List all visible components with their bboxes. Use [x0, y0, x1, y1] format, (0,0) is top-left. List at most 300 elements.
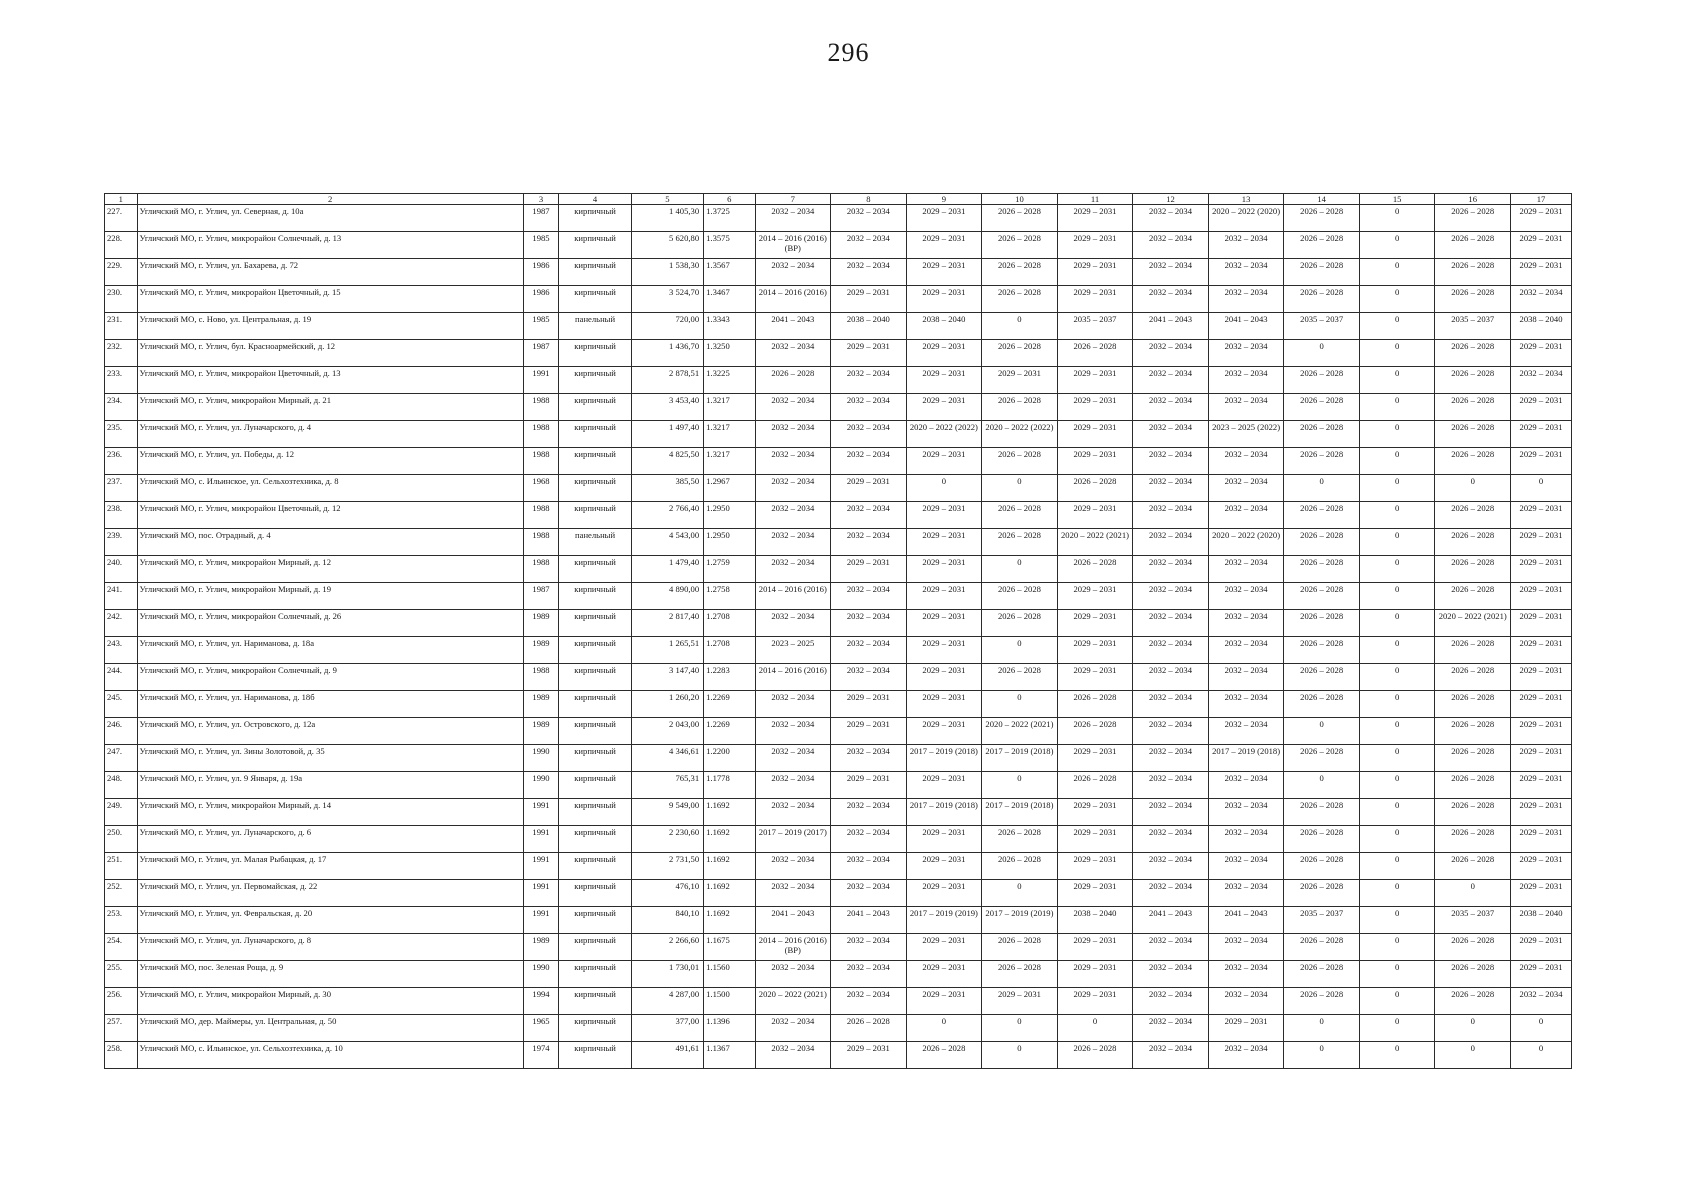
table-cell: кирпичный — [559, 475, 631, 502]
table-cell: 2026 – 2028 — [982, 232, 1058, 259]
table-cell: 2029 – 2031 — [906, 556, 982, 583]
table-cell: Угличский МО, с. Ильинское, ул. Сельхозтехника, д. 8 — [137, 475, 523, 502]
table-row — [105, 907, 1572, 934]
table-cell: 2038 – 2040 — [906, 313, 982, 340]
table-cell: 1 260,20 — [631, 691, 703, 718]
table-cell: 0 — [1359, 502, 1435, 529]
table-cell: 0 — [1359, 718, 1435, 745]
table-cell: 2032 – 2034 — [1208, 394, 1284, 421]
table-row — [105, 988, 1572, 1015]
table-cell: 2020 – 2022 (2022) — [906, 421, 982, 448]
table-cell: 2026 – 2028 — [982, 610, 1058, 637]
table-cell: 2032 – 2034 — [1133, 259, 1209, 286]
table-cell: 2029 – 2031 — [831, 556, 907, 583]
table-cell: кирпичный — [559, 691, 631, 718]
table-cell: 1.1692 — [704, 853, 755, 880]
table-cell: 2026 – 2028 — [1057, 772, 1133, 799]
table-cell: 2032 – 2034 — [1208, 988, 1284, 1015]
table-cell: 2 766,40 — [631, 502, 703, 529]
table-cell: Угличский МО, с. Ильинское, ул. Сельхозтехника, д. 10 — [137, 1042, 523, 1069]
table-cell: 236. — [105, 448, 138, 475]
table-cell: 0 — [1435, 1042, 1511, 1069]
table-row — [105, 421, 1572, 448]
table-cell: 0 — [1359, 475, 1435, 502]
table-cell: 2014 – 2016 (2016) — [755, 286, 831, 313]
table-cell: 2032 – 2034 — [1133, 475, 1209, 502]
table-cell: 2032 – 2034 — [755, 421, 831, 448]
table-cell: 2032 – 2034 — [755, 799, 831, 826]
table-cell: 2032 – 2034 — [831, 259, 907, 286]
table-cell: 2026 – 2028 — [1057, 1042, 1133, 1069]
table-cell: 250. — [105, 826, 138, 853]
table-cell: 1988 — [523, 664, 559, 691]
table-cell: 2029 – 2031 — [1208, 1015, 1284, 1042]
table-cell: 2026 – 2028 — [1284, 448, 1360, 475]
table-cell: 2026 – 2028 — [982, 853, 1058, 880]
table-cell: 2026 – 2028 — [982, 259, 1058, 286]
table-cell: 2032 – 2034 — [1208, 691, 1284, 718]
table-cell: 2032 – 2034 — [831, 583, 907, 610]
table-row — [105, 799, 1572, 826]
table-cell: 2026 – 2028 — [1435, 853, 1511, 880]
table-cell: 0 — [1435, 880, 1511, 907]
table-cell: 1.2708 — [704, 610, 755, 637]
table-cell: 1 265,51 — [631, 637, 703, 664]
table-row — [105, 259, 1572, 286]
table-cell: 2029 – 2031 — [1511, 529, 1572, 556]
table-cell: 2029 – 2031 — [1511, 448, 1572, 475]
table-cell: 2 878,51 — [631, 367, 703, 394]
table-cell: 2026 – 2028 — [1435, 205, 1511, 232]
table-cell: 1.3343 — [704, 313, 755, 340]
table-cell: 2032 – 2034 — [755, 610, 831, 637]
table-cell: 2032 – 2034 — [755, 502, 831, 529]
table-cell: 2020 – 2022 (2021) — [982, 718, 1058, 745]
table-cell: 2017 – 2019 (2018) — [982, 799, 1058, 826]
table-cell: 2026 – 2028 — [982, 826, 1058, 853]
table-cell: 377,00 — [631, 1015, 703, 1042]
table-cell: 2020 – 2022 (2021) — [755, 988, 831, 1015]
table-cell: 2032 – 2034 — [1208, 637, 1284, 664]
table-cell: 2026 – 2028 — [1435, 367, 1511, 394]
table-cell: 1.2283 — [704, 664, 755, 691]
table-cell: 2032 – 2034 — [831, 610, 907, 637]
table-cell: 2029 – 2031 — [906, 286, 982, 313]
table-cell: Угличский МО, г. Углич, микрорайон Цветочный, д. 13 — [137, 367, 523, 394]
table-cell: 2029 – 2031 — [1057, 664, 1133, 691]
table-cell: 1986 — [523, 259, 559, 286]
table-cell: 1991 — [523, 907, 559, 934]
table-cell: 1991 — [523, 826, 559, 853]
table-cell: 2032 – 2034 — [1208, 583, 1284, 610]
table-cell: 1.2950 — [704, 529, 755, 556]
column-header: 7 — [755, 194, 831, 205]
table-cell: 2 266,60 — [631, 934, 703, 961]
table-cell: 0 — [982, 880, 1058, 907]
table-cell: 258. — [105, 1042, 138, 1069]
table-cell: 0 — [1359, 259, 1435, 286]
table-cell: 2026 – 2028 — [1435, 826, 1511, 853]
table-cell: 1989 — [523, 610, 559, 637]
table-cell: 2020 – 2022 (2020) — [1208, 205, 1284, 232]
table-cell: Угличский МО, г. Углич, микрорайон Мирный, д. 14 — [137, 799, 523, 826]
table-cell: 2029 – 2031 — [906, 853, 982, 880]
table-cell: 2017 – 2019 (2019) — [906, 907, 982, 934]
table-cell: 2029 – 2031 — [906, 583, 982, 610]
table-cell: 2029 – 2031 — [1511, 583, 1572, 610]
table-cell: 2032 – 2034 — [1133, 556, 1209, 583]
table-cell: 2032 – 2034 — [831, 745, 907, 772]
table-cell: 1.1692 — [704, 907, 755, 934]
table-cell: Угличский МО, г. Углич, ул. Зины Золотовой, д. 35 — [137, 745, 523, 772]
table-cell: 2029 – 2031 — [1511, 421, 1572, 448]
table-cell: 840,10 — [631, 907, 703, 934]
table-cell: 2032 – 2034 — [755, 529, 831, 556]
table-cell: 0 — [1359, 799, 1435, 826]
table-cell: 2035 – 2037 — [1435, 313, 1511, 340]
table-cell: 2029 – 2031 — [1511, 934, 1572, 961]
table-cell: 2038 – 2040 — [1511, 907, 1572, 934]
table-cell: 2026 – 2028 — [1284, 232, 1360, 259]
table-cell: 2032 – 2034 — [1208, 340, 1284, 367]
table-cell: панельный — [559, 529, 631, 556]
table-cell: Угличский МО, г. Углич, ул. Луначарского, д. 4 — [137, 421, 523, 448]
table-cell: 2026 – 2028 — [1435, 961, 1511, 988]
table-cell: 2032 – 2034 — [1133, 799, 1209, 826]
table-cell: Угличский МО, г. Углич, ул. Луначарского, д. 8 — [137, 934, 523, 961]
table-cell: 1985 — [523, 232, 559, 259]
table-row — [105, 610, 1572, 637]
table-cell: 2026 – 2028 — [1435, 448, 1511, 475]
column-header: 1 — [105, 194, 138, 205]
table-cell: 0 — [906, 475, 982, 502]
table-row — [105, 934, 1572, 961]
table-cell: 9 549,00 — [631, 799, 703, 826]
table-cell: 2032 – 2034 — [755, 880, 831, 907]
table-cell: 2026 – 2028 — [1284, 286, 1360, 313]
column-header: 13 — [1208, 194, 1284, 205]
table-cell: 2026 – 2028 — [982, 394, 1058, 421]
column-header: 6 — [704, 194, 755, 205]
table-cell: 2038 – 2040 — [1057, 907, 1133, 934]
table-row — [105, 529, 1572, 556]
table-cell: 2026 – 2028 — [1284, 799, 1360, 826]
table-cell: 2026 – 2028 — [1435, 637, 1511, 664]
table-row — [105, 745, 1572, 772]
table-cell: 243. — [105, 637, 138, 664]
table-cell: 0 — [1359, 340, 1435, 367]
table-cell: 2 817,40 — [631, 610, 703, 637]
table-cell: 2032 – 2034 — [1133, 745, 1209, 772]
table-cell: 2032 – 2034 — [1133, 205, 1209, 232]
table-cell: 0 — [1359, 880, 1435, 907]
table-cell: 235. — [105, 421, 138, 448]
table-cell: 0 — [1359, 988, 1435, 1015]
table-cell: 2014 – 2016 (2016) (ВР) — [755, 934, 831, 961]
table-row — [105, 448, 1572, 475]
table-cell: 2026 – 2028 — [1284, 205, 1360, 232]
table-cell: 1.3217 — [704, 394, 755, 421]
table-cell: 2026 – 2028 — [1284, 853, 1360, 880]
table-cell: 2029 – 2031 — [906, 205, 982, 232]
table-cell: 2026 – 2028 — [1284, 610, 1360, 637]
table-body — [105, 205, 1572, 1069]
table-cell: 251. — [105, 853, 138, 880]
table-cell: 0 — [1284, 772, 1360, 799]
table-cell: 2029 – 2031 — [906, 664, 982, 691]
table-cell: кирпичный — [559, 205, 631, 232]
table-cell: 2029 – 2031 — [1057, 637, 1133, 664]
table-row — [105, 880, 1572, 907]
table-cell: 2032 – 2034 — [831, 367, 907, 394]
table-cell: 2029 – 2031 — [1057, 583, 1133, 610]
table-cell: 2029 – 2031 — [906, 826, 982, 853]
table-cell: 241. — [105, 583, 138, 610]
column-header: 11 — [1057, 194, 1133, 205]
table-cell: 2032 – 2034 — [1208, 799, 1284, 826]
page-number: 296 — [827, 38, 870, 67]
table-cell: 1.1692 — [704, 826, 755, 853]
table-cell: кирпичный — [559, 232, 631, 259]
table-cell: 2038 – 2040 — [831, 313, 907, 340]
table-row — [105, 394, 1572, 421]
table-cell: 2032 – 2034 — [1511, 367, 1572, 394]
table-cell: 2032 – 2034 — [755, 1042, 831, 1069]
table-cell: 257. — [105, 1015, 138, 1042]
table-cell: 2026 – 2028 — [1435, 583, 1511, 610]
table-cell: 1989 — [523, 718, 559, 745]
table-cell: 2 230,60 — [631, 826, 703, 853]
table-cell: 228. — [105, 232, 138, 259]
column-header: 8 — [831, 194, 907, 205]
table-cell: 2032 – 2034 — [831, 448, 907, 475]
table-cell: 2029 – 2031 — [906, 367, 982, 394]
table-cell: 247. — [105, 745, 138, 772]
table-cell: 2032 – 2034 — [1133, 718, 1209, 745]
table-cell: 1.2708 — [704, 637, 755, 664]
table-cell: 2032 – 2034 — [755, 259, 831, 286]
table-cell: 234. — [105, 394, 138, 421]
table-cell: 2032 – 2034 — [831, 961, 907, 988]
table-cell: Угличский МО, г. Углич, ул. Февральская, д. 20 — [137, 907, 523, 934]
table-cell: 2032 – 2034 — [1208, 475, 1284, 502]
table-cell: 0 — [982, 313, 1058, 340]
table-cell: 1994 — [523, 988, 559, 1015]
table-cell: 1.1500 — [704, 988, 755, 1015]
table-cell: 2014 – 2016 (2016) — [755, 583, 831, 610]
table-cell: 2029 – 2031 — [906, 502, 982, 529]
table-cell: Угличский МО, г. Углич, микрорайон Солнечный, д. 13 — [137, 232, 523, 259]
table-row — [105, 313, 1572, 340]
table-cell: 2026 – 2028 — [1435, 772, 1511, 799]
table-cell: 2026 – 2028 — [982, 286, 1058, 313]
table-cell: 0 — [1359, 583, 1435, 610]
table-cell: 2026 – 2028 — [1435, 502, 1511, 529]
table-cell: 2032 – 2034 — [1511, 988, 1572, 1015]
table-cell: 2032 – 2034 — [1133, 772, 1209, 799]
table-cell: 2026 – 2028 — [1057, 556, 1133, 583]
table-cell: 2026 – 2028 — [982, 529, 1058, 556]
table-cell: 2032 – 2034 — [831, 826, 907, 853]
table-cell: 2029 – 2031 — [1057, 934, 1133, 961]
table-cell: Угличский МО, дер. Маймеры, ул. Центральная, д. 50 — [137, 1015, 523, 1042]
table-cell: 1 538,30 — [631, 259, 703, 286]
table-cell: 2032 – 2034 — [1133, 448, 1209, 475]
table-row — [105, 961, 1572, 988]
table-cell: 0 — [982, 1042, 1058, 1069]
table-cell: 2032 – 2034 — [1208, 772, 1284, 799]
table-cell: 2029 – 2031 — [1511, 502, 1572, 529]
table-cell: 2029 – 2031 — [1511, 826, 1572, 853]
table-cell: 1965 — [523, 1015, 559, 1042]
table-cell: 2017 – 2019 (2018) — [982, 745, 1058, 772]
table-cell: 2026 – 2028 — [1284, 934, 1360, 961]
table-cell: 1.3217 — [704, 421, 755, 448]
table-cell: 2029 – 2031 — [1511, 772, 1572, 799]
table-cell: 1.2200 — [704, 745, 755, 772]
table-cell: 1.3467 — [704, 286, 755, 313]
column-header: 3 — [523, 194, 559, 205]
table-cell: 1968 — [523, 475, 559, 502]
table-cell: кирпичный — [559, 583, 631, 610]
table-cell: 0 — [1435, 475, 1511, 502]
table-cell: 229. — [105, 259, 138, 286]
table-cell: 0 — [1359, 961, 1435, 988]
table-cell: кирпичный — [559, 610, 631, 637]
table-cell: 2029 – 2031 — [906, 691, 982, 718]
table-row — [105, 664, 1572, 691]
table-cell: 1 497,40 — [631, 421, 703, 448]
table-cell: 4 287,00 — [631, 988, 703, 1015]
table-cell: Угличский МО, г. Углич, микрорайон Мирный, д. 21 — [137, 394, 523, 421]
table-cell: Угличский МО, г. Углич, ул. Нариманова, д. 18а — [137, 637, 523, 664]
table-cell: 2026 – 2028 — [1435, 664, 1511, 691]
table-cell: кирпичный — [559, 745, 631, 772]
table-cell: 2026 – 2028 — [1284, 664, 1360, 691]
table-cell: 3 147,40 — [631, 664, 703, 691]
table-cell: 2026 – 2028 — [982, 583, 1058, 610]
table-cell: кирпичный — [559, 286, 631, 313]
table-row — [105, 583, 1572, 610]
table-cell: 1990 — [523, 772, 559, 799]
table-cell: 2029 – 2031 — [1511, 610, 1572, 637]
table-cell: кирпичный — [559, 799, 631, 826]
table-cell: 253. — [105, 907, 138, 934]
table-cell: 1986 — [523, 286, 559, 313]
table-cell: 0 — [1359, 772, 1435, 799]
table-cell: 2032 – 2034 — [1208, 853, 1284, 880]
table-cell: 1988 — [523, 448, 559, 475]
table-cell: 3 453,40 — [631, 394, 703, 421]
table-cell: 1988 — [523, 394, 559, 421]
table-row — [105, 340, 1572, 367]
table-cell: 1988 — [523, 529, 559, 556]
table-cell: 2032 – 2034 — [1208, 610, 1284, 637]
table-row — [105, 556, 1572, 583]
table-cell: 2029 – 2031 — [1057, 853, 1133, 880]
table-cell: 2038 – 2040 — [1511, 313, 1572, 340]
table-cell: 765,31 — [631, 772, 703, 799]
table-cell: 5 620,80 — [631, 232, 703, 259]
table-cell: 2029 – 2031 — [1057, 259, 1133, 286]
table-cell: 2020 – 2022 (2020) — [1208, 529, 1284, 556]
table-cell: 2032 – 2034 — [1208, 718, 1284, 745]
table-row — [105, 205, 1572, 232]
table-cell: кирпичный — [559, 907, 631, 934]
table-cell: 2017 – 2019 (2018) — [1208, 745, 1284, 772]
table-cell: 232. — [105, 340, 138, 367]
table-cell: Угличский МО, г. Углич, микрорайон Мирный, д. 12 — [137, 556, 523, 583]
table-cell: 1991 — [523, 853, 559, 880]
table-cell: Угличский МО, пос. Зеленая Роща, д. 9 — [137, 961, 523, 988]
table-cell: 2032 – 2034 — [755, 853, 831, 880]
table-cell: 0 — [1284, 1042, 1360, 1069]
table-cell: 2032 – 2034 — [1133, 880, 1209, 907]
table-cell: 2032 – 2034 — [1133, 583, 1209, 610]
table-cell: 2029 – 2031 — [1511, 691, 1572, 718]
table-cell: 1.3725 — [704, 205, 755, 232]
column-header: 4 — [559, 194, 631, 205]
table-cell: 1988 — [523, 502, 559, 529]
table-cell: 1991 — [523, 880, 559, 907]
table-cell: 2032 – 2034 — [831, 799, 907, 826]
table-cell: 2029 – 2031 — [906, 340, 982, 367]
table-cell: 2026 – 2028 — [1284, 583, 1360, 610]
table-cell: 2032 – 2034 — [831, 880, 907, 907]
table-cell: 2026 – 2028 — [1284, 745, 1360, 772]
table-cell: 0 — [1359, 448, 1435, 475]
table-cell: 2020 – 2022 (2021) — [1435, 610, 1511, 637]
table-cell: кирпичный — [559, 259, 631, 286]
table-cell: 2032 – 2034 — [831, 421, 907, 448]
table-cell: 2026 – 2028 — [1435, 934, 1511, 961]
table-cell: 2029 – 2031 — [1057, 421, 1133, 448]
table-cell: панельный — [559, 313, 631, 340]
table-cell: 2032 – 2034 — [1208, 826, 1284, 853]
table-row — [105, 286, 1572, 313]
table-cell: 1988 — [523, 556, 559, 583]
table-cell: 2026 – 2028 — [982, 664, 1058, 691]
table-cell: 2032 – 2034 — [755, 394, 831, 421]
table-cell: 2032 – 2034 — [755, 475, 831, 502]
table-cell: 2029 – 2031 — [1057, 205, 1133, 232]
table-cell: 2041 – 2043 — [1208, 313, 1284, 340]
table-cell: 231. — [105, 313, 138, 340]
table-cell: кирпичный — [559, 637, 631, 664]
table-cell: 0 — [1284, 340, 1360, 367]
table-cell: 2032 – 2034 — [1208, 448, 1284, 475]
table-cell: Угличский МО, г. Углич, ул. Нариманова, д. 18б — [137, 691, 523, 718]
table-cell: 2026 – 2028 — [1435, 556, 1511, 583]
table-cell: 0 — [1057, 1015, 1133, 1042]
table-cell: 2029 – 2031 — [1511, 853, 1572, 880]
table-cell: 2041 – 2043 — [1208, 907, 1284, 934]
table-cell: 2029 – 2031 — [1057, 988, 1133, 1015]
table-cell: 0 — [982, 637, 1058, 664]
table-cell: 2026 – 2028 — [1435, 394, 1511, 421]
table-cell: 2029 – 2031 — [906, 610, 982, 637]
table-cell: 0 — [1359, 853, 1435, 880]
table-cell: 0 — [1359, 529, 1435, 556]
table-cell: кирпичный — [559, 556, 631, 583]
table-cell: 1 436,70 — [631, 340, 703, 367]
table-cell: 2026 – 2028 — [982, 934, 1058, 961]
table-row — [105, 502, 1572, 529]
table-cell: 2026 – 2028 — [982, 961, 1058, 988]
table-cell: 2032 – 2034 — [755, 448, 831, 475]
table-cell: 1.3225 — [704, 367, 755, 394]
table-row — [105, 637, 1572, 664]
